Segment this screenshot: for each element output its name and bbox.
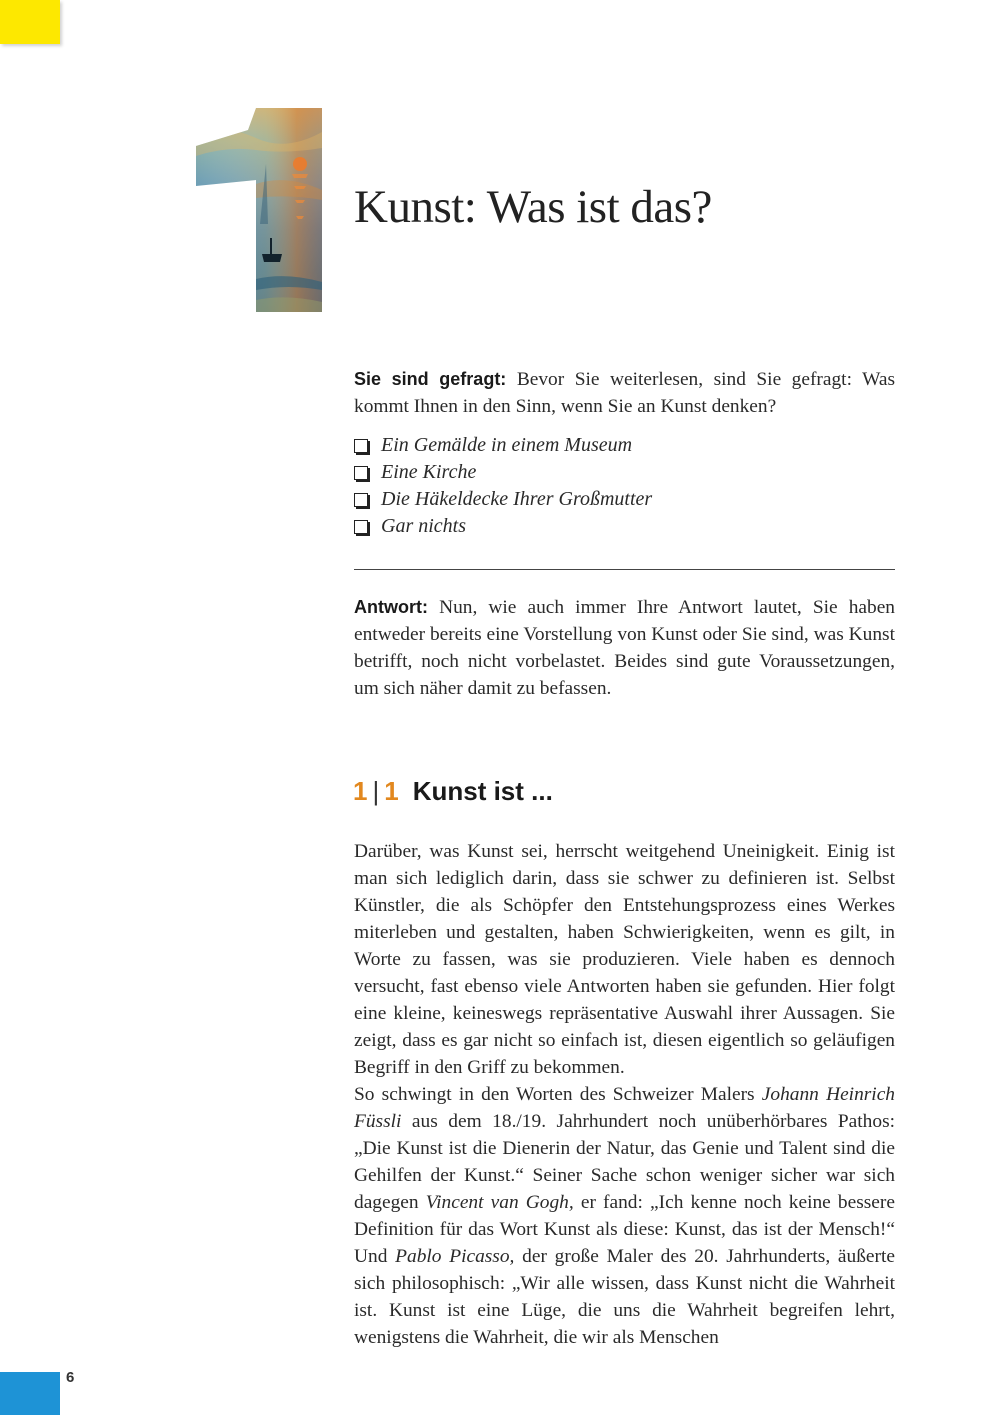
- divider-line: [354, 569, 895, 570]
- answer-paragraph: [354, 594, 895, 702]
- artist-name-van-gogh: Vincent van Gogh,: [425, 1192, 574, 1213]
- checkbox-icon[interactable]: [354, 493, 368, 507]
- chapter-title: Kunst: Was ist das?: [354, 181, 712, 233]
- option-item[interactable]: [354, 432, 652, 459]
- answer-label: Antwort:: [354, 597, 428, 617]
- section-number-sub: 1: [384, 776, 399, 806]
- body-text-run: So schwingt in den Worten des Schweizer Malers: [354, 1084, 762, 1105]
- body-paragraph-2: [354, 1081, 895, 1351]
- chapter-numeral-painting: [196, 104, 322, 312]
- question-text: Bevor Sie weiterlesen, sind Sie gefragt: Was kommt Ihnen in den Sinn, wenn Sie an Kunst denken?: [354, 369, 895, 417]
- body-text: [354, 838, 895, 1351]
- option-item[interactable]: [354, 459, 652, 486]
- body-text-run: er fand: „Ich kenne noch keine bessere Definition für das Wort Kunst als diese: Kunst, das ist der Mensch!“ Und: [354, 1192, 895, 1267]
- checkbox-icon[interactable]: [354, 466, 368, 480]
- artist-name-fuessli: Johann Heinrich Füssli: [354, 1084, 895, 1132]
- yellow-corner-tab: [0, 0, 60, 44]
- checkbox-icon[interactable]: [354, 439, 368, 453]
- question-paragraph: [354, 366, 895, 420]
- checkbox-icon[interactable]: [354, 520, 368, 534]
- option-item[interactable]: [354, 513, 652, 540]
- option-label: Die Häkeldecke Ihrer Großmutter: [381, 488, 653, 510]
- section-heading: [353, 776, 553, 807]
- section-title: Kunst ist ...: [412, 776, 553, 806]
- option-label: Eine Kirche: [381, 461, 477, 483]
- answer-text: Nun, wie auch immer Ihre Antwort lautet, Sie haben entweder bereits eine Vorstellung von Kunst oder Sie sind, was Kunst betrifft, noch nicht vorbelastet. Beides sind gute Voraussetzungen, um sich näher damit zu befassen.: [354, 597, 895, 699]
- option-item[interactable]: [354, 486, 652, 513]
- body-text-run: aus dem 18./19. Jahrhundert noch unüberhörbares Pathos: „Die Kunst ist die Dienerin der Natur, das Genie und Talent sind die Gehilfen der Kunst.“ Seiner Sache schon weniger sicher war sich dagegen: [354, 1111, 895, 1213]
- question-label: Sie sind gefragt:: [354, 369, 507, 389]
- page-number: 6: [66, 1369, 75, 1386]
- option-label: Gar nichts: [381, 515, 466, 537]
- blue-corner-tab: [0, 1372, 60, 1415]
- body-paragraph-1: Darüber, was Kunst sei, herrscht weitgehend Uneinigkeit. Einig ist man sich lediglich darin, dass sie schwer zu definieren ist. Selbst Künstler, die als Schöpfer den Entstehungsprozess eines Werkes miterleben und gestalten, haben Schwierigkeiten, wenn es gilt, in Worte zu fassen, was sie produzieren. Viele haben es dennoch versucht, fast ebenso viele Antworten haben sie gefunden. Hier folgt eine kleine, keineswegs repräsentative Auswahl ihrer Aussagen. Sie zeigt, dass es gar nicht so einfach ist, diesen eigentlich so geläufigen Begriff in den Griff zu bekommen.: [354, 841, 895, 1078]
- section-number-separator: |: [372, 776, 380, 806]
- option-label: Ein Gemälde in einem Museum: [381, 434, 633, 456]
- body-text-run: der große Maler des 20. Jahrhunderts, äußerte sich philosophisch: „Wir alle wissen, dass Kunst nicht die Wahrheit ist. Kunst ist eine Lüge, die uns die Wahrheit begreifen lehrt, wenigstens die Wahrheit, die wir als Menschen: [354, 1246, 895, 1348]
- answer-options-list: [354, 432, 652, 540]
- section-number-chapter: 1: [353, 776, 368, 806]
- artist-name-picasso: Pablo Picasso,: [395, 1246, 515, 1267]
